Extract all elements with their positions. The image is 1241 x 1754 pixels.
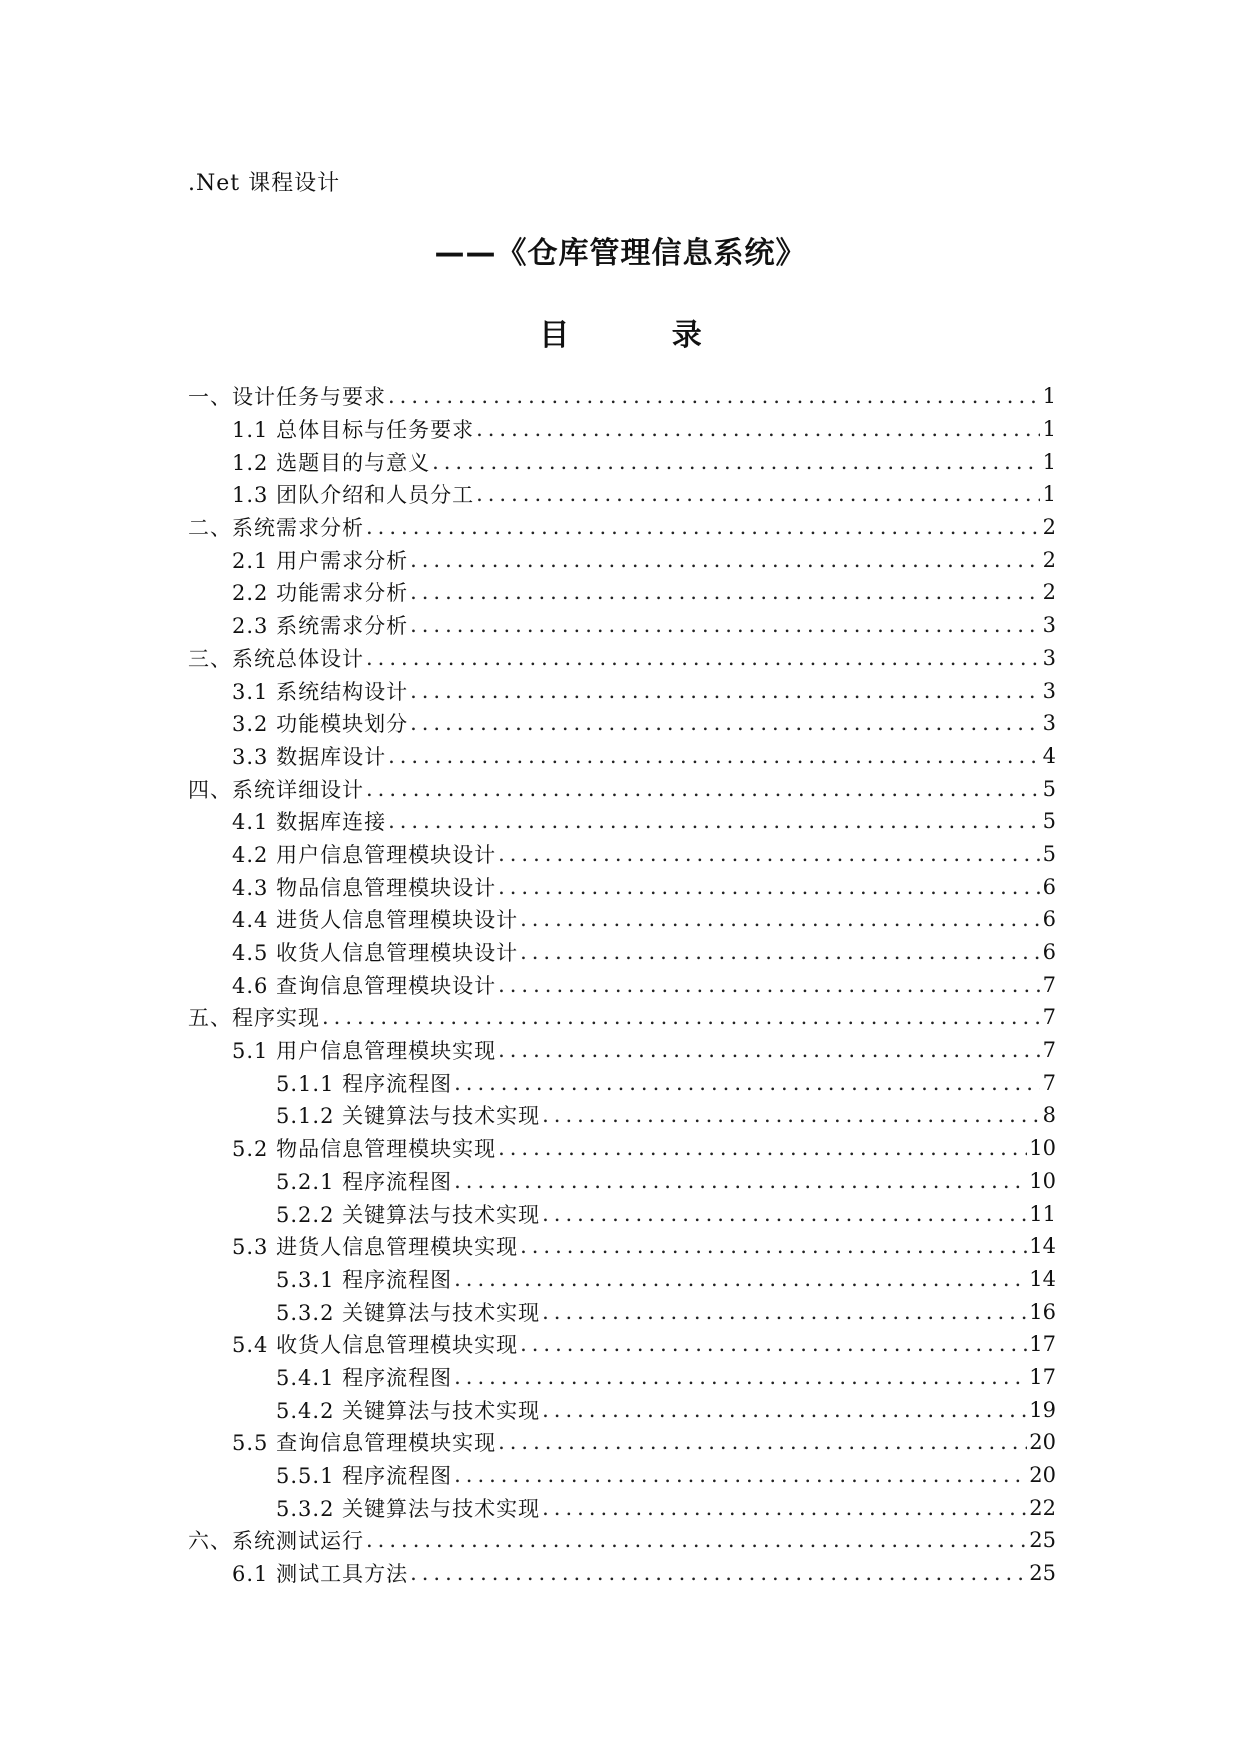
toc-entry-title: 4.4 进货人信息管理模块设计 xyxy=(232,908,519,933)
toc-page-number: 20 xyxy=(1029,1430,1056,1455)
toc-entry[interactable] xyxy=(188,1557,1056,1590)
toc-entry[interactable] xyxy=(188,1524,1056,1557)
dot-leader xyxy=(498,842,1040,866)
toc-entry[interactable] xyxy=(188,1295,1056,1328)
dot-leader xyxy=(476,417,1040,441)
toc-entry-title: 5.4.2 关键算法与技术实现 xyxy=(276,1398,541,1423)
toc-page-number: 5 xyxy=(1042,841,1056,866)
dot-leader xyxy=(454,1463,1027,1487)
dot-leader xyxy=(432,450,1040,474)
toc-page-number: 19 xyxy=(1029,1397,1056,1422)
toc-page-number: 3 xyxy=(1042,711,1056,736)
toc-entry-title: 6.1 测试工具方法 xyxy=(232,1562,409,1587)
toc-entry-title: 5.5.1 程序流程图 xyxy=(276,1464,453,1489)
toc-entry[interactable] xyxy=(188,1230,1056,1263)
toc-page-number: 20 xyxy=(1029,1463,1056,1488)
dot-leader xyxy=(542,1300,1027,1324)
dot-leader xyxy=(410,711,1040,735)
toc-page-number: 14 xyxy=(1029,1234,1056,1259)
dot-leader xyxy=(454,1267,1027,1291)
toc-entry-title: 5.3.1 程序流程图 xyxy=(276,1267,453,1292)
dot-leader xyxy=(366,777,1040,801)
dot-leader xyxy=(366,515,1040,539)
toc-entry-title: 5.4 收货人信息管理模块实现 xyxy=(232,1333,519,1358)
toc-entry[interactable] xyxy=(188,1197,1056,1230)
toc-entry-title: 六、系统测试运行 xyxy=(188,1529,364,1554)
toc-entry[interactable] xyxy=(188,674,1056,707)
toc-entry[interactable] xyxy=(188,1491,1056,1524)
toc-page-number: 7 xyxy=(1042,1005,1056,1030)
toc-page-number: 2 xyxy=(1042,515,1056,540)
toc-entry-title: 3.3 数据库设计 xyxy=(232,744,387,769)
toc-page-number: 6 xyxy=(1042,940,1056,965)
toc-page-number: 1 xyxy=(1042,417,1056,442)
dot-leader xyxy=(388,744,1040,768)
toc-entry[interactable] xyxy=(188,1132,1056,1165)
toc-entry-title: 5.3.2 关键算法与技术实现 xyxy=(276,1300,541,1325)
dot-leader xyxy=(322,1005,1040,1029)
dot-leader xyxy=(498,1430,1027,1454)
toc-entry[interactable] xyxy=(188,1099,1056,1132)
course-label: .Net 课程设计 xyxy=(188,171,341,196)
table-of-contents xyxy=(188,380,1056,1589)
toc-entry[interactable] xyxy=(188,740,1056,773)
toc-page-number: 7 xyxy=(1042,1038,1056,1063)
dot-leader xyxy=(454,1365,1027,1389)
toc-entry-title: 二、系统需求分析 xyxy=(188,516,364,541)
toc-entry-title: 5.5 查询信息管理模块实现 xyxy=(232,1431,497,1456)
toc-entry[interactable] xyxy=(188,1001,1056,1034)
dot-leader xyxy=(388,809,1040,833)
dot-leader xyxy=(542,1202,1027,1226)
toc-page-number: 2 xyxy=(1042,547,1056,572)
toc-entry-title: 一、设计任务与要求 xyxy=(188,385,386,410)
toc-page-number: 3 xyxy=(1042,613,1056,638)
document-subtitle: ——《仓库管理信息系统》 xyxy=(434,236,807,271)
toc-entry-title: 5.1.2 关键算法与技术实现 xyxy=(276,1104,541,1129)
dot-leader xyxy=(476,482,1040,506)
toc-page-number: 2 xyxy=(1042,580,1056,605)
toc-page-number: 22 xyxy=(1029,1495,1056,1520)
toc-entry[interactable] xyxy=(188,1066,1056,1099)
toc-entry-title: 4.6 查询信息管理模块设计 xyxy=(232,973,497,998)
dot-leader xyxy=(454,1071,1040,1095)
toc-entry-title: 5.3 进货人信息管理模块实现 xyxy=(232,1235,519,1260)
toc-entry-title: 4.3 物品信息管理模块设计 xyxy=(232,875,497,900)
toc-entry[interactable] xyxy=(188,1165,1056,1198)
dot-leader xyxy=(454,1169,1027,1193)
toc-entry[interactable] xyxy=(188,1034,1056,1067)
toc-entry[interactable] xyxy=(188,1393,1056,1426)
toc-entry-title: 1.3 团队介绍和人员分工 xyxy=(232,483,475,508)
dot-leader xyxy=(520,1332,1027,1356)
toc-entry-title: 3.1 系统结构设计 xyxy=(232,679,409,704)
toc-entry-title: 5.1.1 程序流程图 xyxy=(276,1071,453,1096)
dot-leader xyxy=(498,1038,1040,1062)
toc-entry-title: 1.1 总体目标与任务要求 xyxy=(232,418,475,443)
dot-leader xyxy=(410,580,1040,604)
toc-entry[interactable] xyxy=(188,642,1056,675)
dot-leader xyxy=(410,679,1040,703)
toc-entry[interactable] xyxy=(188,576,1056,609)
toc-entry[interactable] xyxy=(188,543,1056,576)
toc-entry-title: 三、系统总体设计 xyxy=(188,646,364,671)
toc-entry[interactable] xyxy=(188,772,1056,805)
toc-entry-title: 4.5 收货人信息管理模块设计 xyxy=(232,941,519,966)
dot-leader xyxy=(410,613,1040,637)
toc-page-number: 7 xyxy=(1042,1070,1056,1095)
toc-page-number: 10 xyxy=(1029,1136,1056,1161)
toc-entry[interactable] xyxy=(188,707,1056,740)
toc-entry[interactable] xyxy=(188,838,1056,871)
dot-leader xyxy=(410,1561,1027,1585)
toc-entry-title: 2.2 功能需求分析 xyxy=(232,581,409,606)
toc-page-number: 17 xyxy=(1029,1332,1056,1357)
toc-entry-title: 四、系统详细设计 xyxy=(188,777,364,802)
toc-entry[interactable] xyxy=(188,380,1056,413)
toc-page-number: 16 xyxy=(1029,1299,1056,1324)
toc-entry-title: 5.2 物品信息管理模块实现 xyxy=(232,1137,497,1162)
dot-leader xyxy=(520,940,1040,964)
toc-entry[interactable] xyxy=(188,1263,1056,1296)
toc-entry[interactable] xyxy=(188,805,1056,838)
toc-page-number: 1 xyxy=(1042,482,1056,507)
dot-leader xyxy=(366,646,1040,670)
toc-page-number: 3 xyxy=(1042,678,1056,703)
toc-entry-title: 5.2.2 关键算法与技术实现 xyxy=(276,1202,541,1227)
toc-entry[interactable] xyxy=(188,511,1056,544)
toc-heading: 目 录 xyxy=(539,318,748,353)
toc-page-number: 3 xyxy=(1042,645,1056,670)
dot-leader xyxy=(366,1528,1027,1552)
dot-leader xyxy=(388,384,1040,408)
dot-leader xyxy=(520,907,1040,931)
toc-entry-title: 4.2 用户信息管理模块设计 xyxy=(232,842,497,867)
toc-entry[interactable] xyxy=(188,936,1056,969)
toc-entry-title: 1.2 选题目的与意义 xyxy=(232,450,431,475)
dot-leader xyxy=(498,875,1040,899)
dot-leader xyxy=(498,1136,1027,1160)
toc-entry-title: 5.1 用户信息管理模块实现 xyxy=(232,1039,497,1064)
toc-page-number: 25 xyxy=(1029,1561,1056,1586)
toc-entry[interactable] xyxy=(188,968,1056,1001)
toc-entry-title: 3.2 功能模块划分 xyxy=(232,712,409,737)
toc-entry-title: 2.3 系统需求分析 xyxy=(232,614,409,639)
toc-page-number: 7 xyxy=(1042,972,1056,997)
toc-page-number: 11 xyxy=(1029,1201,1056,1226)
toc-entry[interactable] xyxy=(188,445,1056,478)
toc-page-number: 5 xyxy=(1042,776,1056,801)
dot-leader xyxy=(542,1398,1027,1422)
toc-entry[interactable] xyxy=(188,870,1056,903)
toc-page-number: 6 xyxy=(1042,907,1056,932)
toc-entry[interactable] xyxy=(188,609,1056,642)
toc-entry-title: 5.4.1 程序流程图 xyxy=(276,1365,453,1390)
toc-entry-title: 2.1 用户需求分析 xyxy=(232,548,409,573)
toc-entry[interactable] xyxy=(188,1426,1056,1459)
toc-entry[interactable] xyxy=(188,478,1056,511)
toc-page-number: 8 xyxy=(1042,1103,1056,1128)
toc-page-number: 25 xyxy=(1029,1528,1056,1553)
dot-leader xyxy=(542,1103,1040,1127)
dot-leader xyxy=(498,973,1040,997)
dot-leader xyxy=(542,1496,1027,1520)
toc-page-number: 14 xyxy=(1029,1266,1056,1291)
toc-page-number: 4 xyxy=(1042,743,1056,768)
dot-leader xyxy=(410,548,1040,572)
toc-page-number: 1 xyxy=(1042,384,1056,409)
toc-page-number: 17 xyxy=(1029,1364,1056,1389)
toc-page-number: 5 xyxy=(1042,809,1056,834)
toc-entry-title: 五、程序实现 xyxy=(188,1006,320,1031)
toc-entry-title: 5.3.2 关键算法与技术实现 xyxy=(276,1496,541,1521)
toc-entry-title: 5.2.1 程序流程图 xyxy=(276,1169,453,1194)
toc-entry[interactable] xyxy=(188,1361,1056,1394)
toc-entry[interactable] xyxy=(188,413,1056,446)
toc-entry[interactable] xyxy=(188,1328,1056,1361)
toc-page-number: 1 xyxy=(1042,449,1056,474)
toc-page-number: 10 xyxy=(1029,1168,1056,1193)
toc-entry[interactable] xyxy=(188,1459,1056,1492)
toc-entry[interactable] xyxy=(188,903,1056,936)
toc-entry-title: 4.1 数据库连接 xyxy=(232,810,387,835)
toc-page-number: 6 xyxy=(1042,874,1056,899)
dot-leader xyxy=(520,1234,1027,1258)
